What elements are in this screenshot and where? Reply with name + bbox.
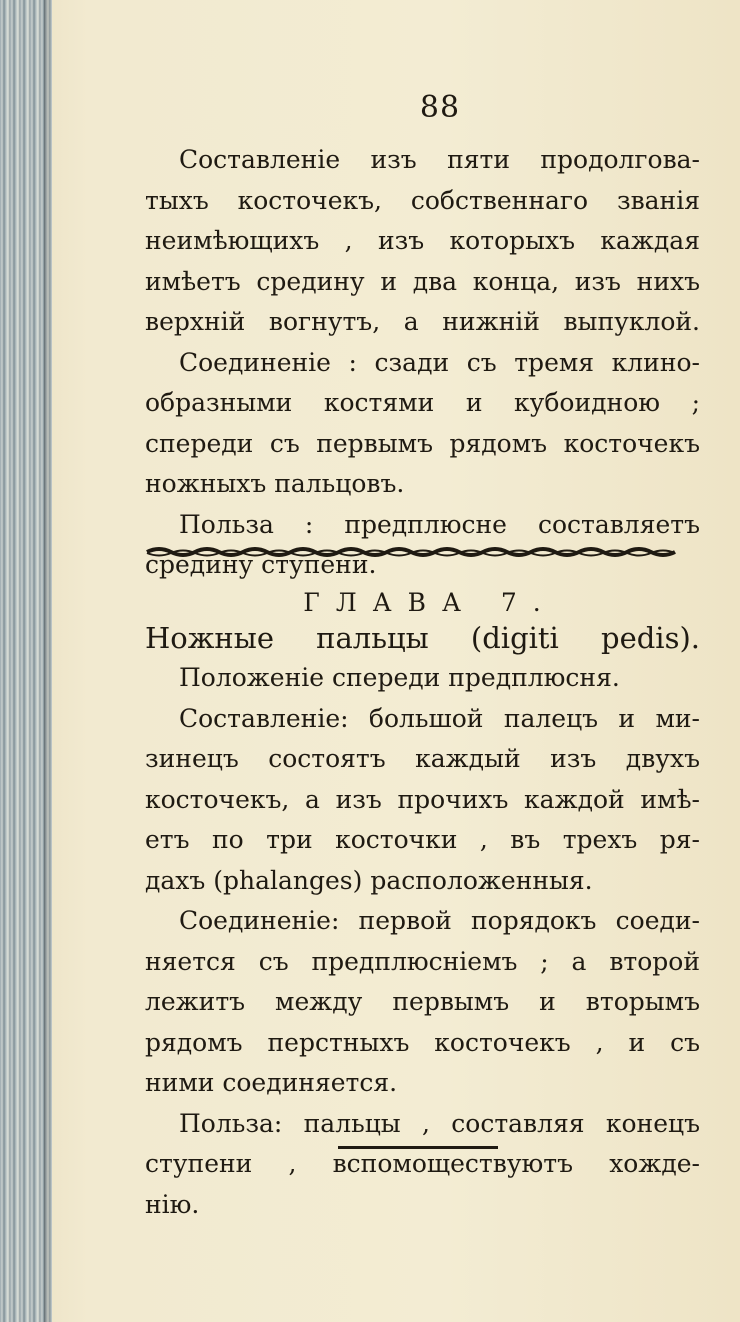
- text-line: етъ по три косточки , въ трехъ ря-: [145, 825, 700, 854]
- chapter-number: ГЛАВА 7.: [303, 588, 557, 617]
- text-line: образными костями и кубоидною ;: [145, 388, 700, 417]
- text-line: лежитъ между первымъ и вторымъ: [145, 987, 700, 1016]
- text-line: верхній вогнутъ, а нижній выпуклой.: [145, 307, 700, 336]
- section-end-text: [145, 140, 700, 586]
- text-line: Составленіе изъ пяти продолгова-: [179, 145, 700, 174]
- text-line: Польза : предплюсне составляетъ: [179, 509, 700, 539]
- page-edge: [0, 0, 52, 1322]
- text-line: неимѣющихъ , изъ которыхъ каждая: [145, 226, 700, 255]
- text-line: рядомъ перстныхъ косточекъ , и съ: [145, 1027, 700, 1057]
- text-line: ступени , вспомоществуютъ хожде-: [145, 1149, 700, 1178]
- text-line: спереди съ первымъ рядомъ косточекъ: [145, 428, 700, 458]
- text-line: ними соединяется.: [145, 1068, 398, 1097]
- text-line: нію.: [145, 1189, 200, 1219]
- text-line: средину ступени.: [145, 550, 377, 579]
- text-line: имѣетъ средину и два конца, изъ нихъ: [145, 266, 700, 296]
- text-line: косточекъ, а изъ прочихъ каждой имѣ-: [145, 784, 700, 814]
- ornamental-divider: [145, 544, 687, 560]
- text-line: Положеніе спереди предплюсня.: [179, 663, 620, 692]
- text-line: Соединеніе : сзади съ тремя клино-: [179, 347, 700, 377]
- text-line: дахъ (phalanges) расположенныя.: [145, 865, 593, 895]
- text-line: Польза: пальцы , составляя конецъ: [179, 1108, 700, 1138]
- text-line: Соединеніе: первой порядокъ соеди-: [179, 906, 700, 935]
- end-rule: [338, 1146, 498, 1149]
- page-number: 88: [419, 90, 461, 125]
- text-line: няется съ предплюсніемъ ; а второй: [145, 946, 700, 976]
- text-line: зинецъ состоятъ каждый изъ двухъ: [145, 744, 700, 773]
- text-line: Составленіе: большой палецъ и ми-: [179, 703, 700, 733]
- text-line: тыхъ косточекъ, собственнаго званія: [145, 185, 700, 215]
- chapter-text: [145, 658, 700, 1225]
- text-line: ножныхъ пальцовъ.: [145, 469, 405, 498]
- chapter-title: Ножные пальцы (digiti pedis).: [145, 621, 700, 655]
